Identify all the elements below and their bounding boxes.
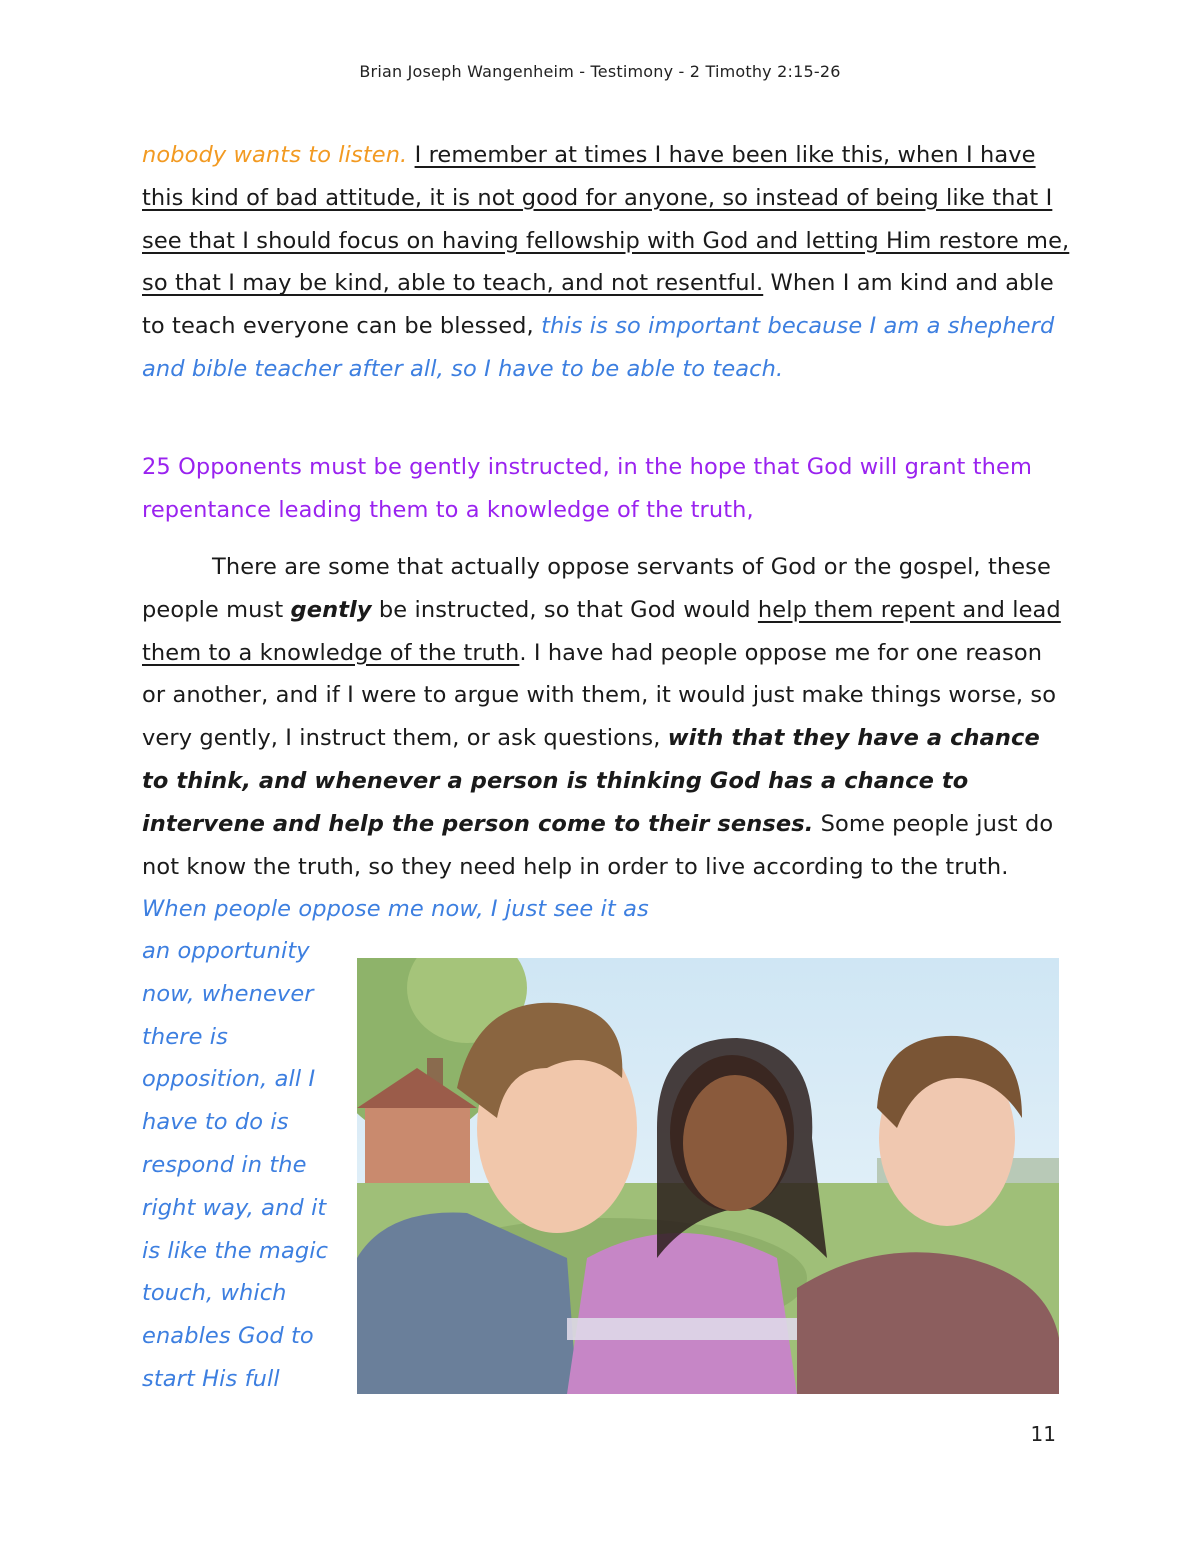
paragraph-commentary bbox=[142, 546, 1072, 931]
blue-italic-text: this is so important because I am a shepherd and bible teacher after all, so I have to be able to teach. bbox=[142, 313, 1055, 382]
underlined-text: I remember at times I have been like this, when I have this kind of bad attitude, it is not good for anyone, so instead of being like that I see that I should focus on having fellowship with God and letting Him restore me, so that I may be kind, able to teach, and not resentful. bbox=[142, 142, 1070, 297]
text-segment: . I have had people oppose me for one reason or another, and if I were to argue with them, it would just make things worse, so very gently, I instruct them, or ask questions, bbox=[142, 639, 1057, 752]
wrap-line: enables God to bbox=[142, 1323, 314, 1350]
page-header: Brian Joseph Wangenheim - Testimony - 2 Timothy 2:15-26 bbox=[359, 62, 841, 81]
wrap-line: right way, and it bbox=[142, 1194, 327, 1221]
wrapped-blue-text bbox=[142, 930, 342, 1401]
wrap-line: respond in the bbox=[142, 1151, 307, 1178]
illustration-svg bbox=[357, 958, 1059, 1394]
wrap-line: touch, which bbox=[142, 1280, 287, 1307]
wrap-line: an opportunity bbox=[142, 938, 310, 964]
illustration-three-people bbox=[357, 958, 1059, 1394]
bold-italic-text: with that they have a chance to think, and whenever a person is thinking God has a chance to intervene and help the person come to their senses. bbox=[142, 725, 1040, 837]
text-segment: be instructed, so that God would bbox=[378, 596, 751, 623]
plain-text: When I am kind and able to teach everyone can be blessed, bbox=[142, 270, 1054, 340]
wrap-line: start His full bbox=[142, 1365, 280, 1392]
blue-italic-text: When people oppose me now, I just see it as bbox=[142, 896, 649, 923]
underlined-text: help them repent and lead them to a knowledge of the truth bbox=[142, 596, 1061, 666]
wrap-line: there is bbox=[142, 1023, 228, 1050]
wrap-line: have to do is bbox=[142, 1109, 289, 1136]
orange-text: nobody wants to listen. bbox=[142, 142, 408, 168]
page-number: 11 bbox=[1030, 1422, 1056, 1446]
text-segment: There are some that actually oppose servants of God or the gospel, these people must bbox=[142, 554, 1051, 623]
wrap-line: opposition, all I bbox=[142, 1066, 316, 1093]
wrap-line: now, whenever bbox=[142, 980, 314, 1007]
paragraph-reflection bbox=[142, 134, 1072, 391]
gently-emphasis: gently bbox=[290, 596, 372, 623]
wrap-line: is like the magic bbox=[142, 1237, 329, 1264]
verse-25: 25 Opponents must be gently instructed, in the hope that God will grant them repentance leading them to a knowledge of the truth, bbox=[142, 454, 1032, 523]
text-segment: Some people just do not know the truth, so they need help in order to live according to the truth. bbox=[142, 810, 1054, 880]
